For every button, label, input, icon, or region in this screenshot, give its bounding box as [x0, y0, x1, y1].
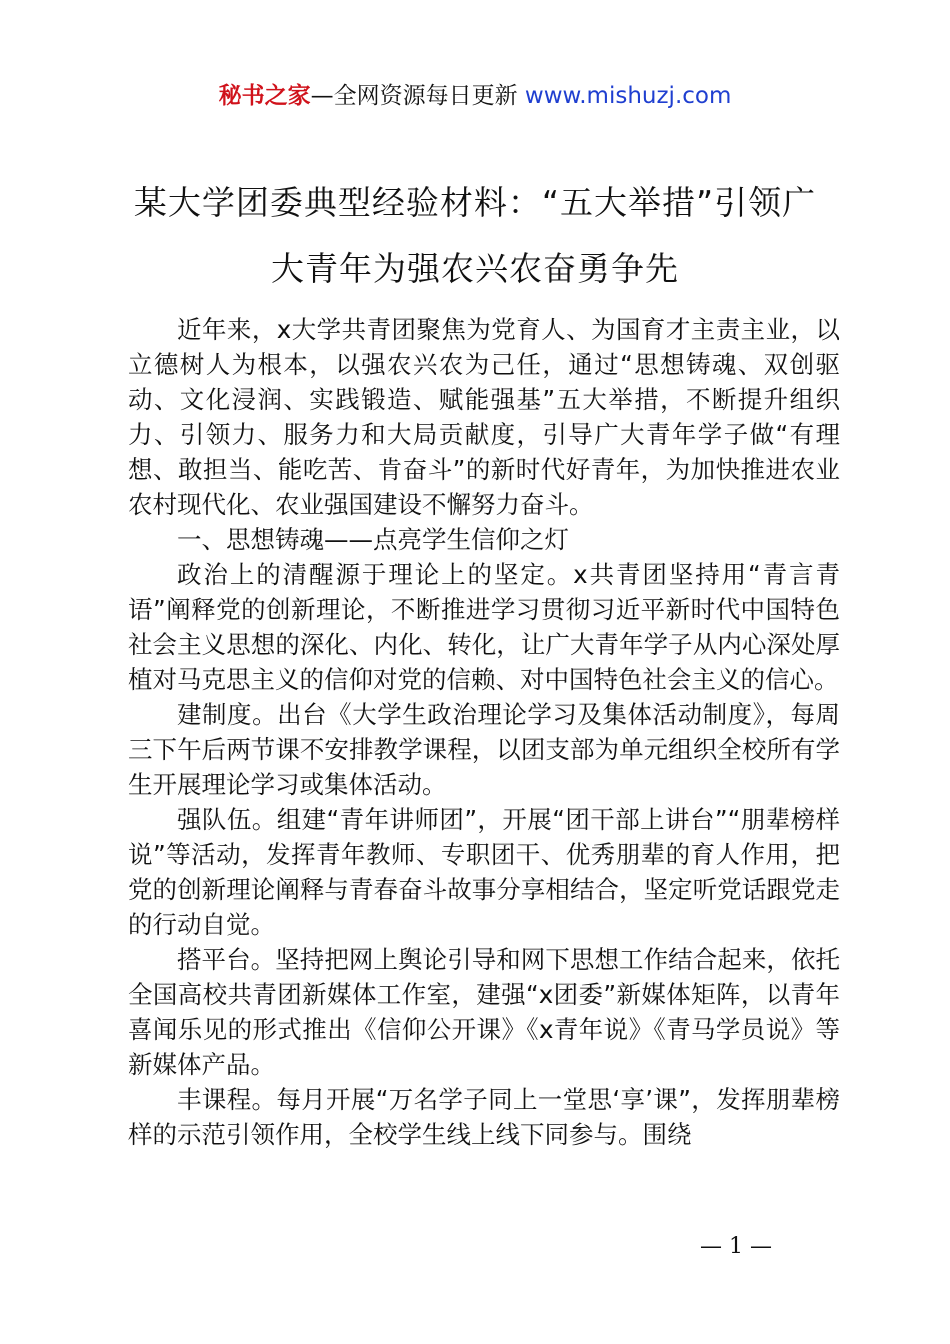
header-tagline: —全网资源每日更新 [310, 83, 518, 109]
paragraph-intro: 近年来，x大学共青团聚焦为党育人、为国育才主责主业，以立德树人为根本，以强农兴农为己任，通过“思想铸魂、双创驱动、文化浸润、实践锻造、赋能强基”五大举措，不断提升组织力、引领力、服务力和大局贡献度，引导广大青年学子做“有理想、敢担当、能吃苦、肯奋斗”的新时代好青年，为加快推进农业农村现代化、农业强国建设不懈努力奋斗。 [128, 315, 840, 519]
document-title: 某大学团委典型经验材料：“五大举措”引领广大青年为强农兴农奋勇争先 [133, 183, 817, 288]
page-number: — 1 — [700, 1234, 772, 1259]
document-body [128, 312, 840, 1152]
paragraph: 强队伍。组建“青年讲师团”，开展“团干部上讲台”“朋辈榜样说”等活动，发挥青年教师、专职团干、优秀朋辈的育人作用，把党的创新理论阐释与青春奋斗故事分享相结合，坚定听党话跟党走的行动自觉。 [128, 805, 840, 939]
header-brand: 秘书之家 [218, 83, 311, 109]
header-url-link[interactable]: www.mishuzj.com [524, 83, 732, 109]
paragraph: 政治上的清醒源于理论上的坚定。x共青团坚持用“青言青语”阐释党的创新理论，不断推进学习贯彻习近平新时代中国特色社会主义思想的深化、内化、转化，让广大青年学子从内心深处厚植对马克思主义的信仰对党的信赖、对中国特色社会主义的信心。 [128, 560, 840, 694]
paragraph: 丰课程。每月开展“万名学子同上一堂思‘享’课”，发挥朋辈榜样的示范引领作用，全校学生线上线下同参与。围绕 [128, 1085, 840, 1149]
section-heading: 一、思想铸魂——点亮学生信仰之灯 [177, 525, 569, 554]
paragraph: 建制度。出台《大学生政治理论学习及集体活动制度》，每周三下午后两节课不安排教学课程，以团支部为单元组织全校所有学生开展理论学习或集体活动。 [128, 700, 840, 799]
paragraph: 搭平台。坚持把网上舆论引导和网下思想工作结合起来，依托全国高校共青团新媒体工作室，建强“x团委”新媒体矩阵，以青年喜闻乐见的形式推出《信仰公开课》《x青年说》《青马学员说》等新媒体产品。 [128, 945, 840, 1079]
site-header [0, 80, 950, 112]
